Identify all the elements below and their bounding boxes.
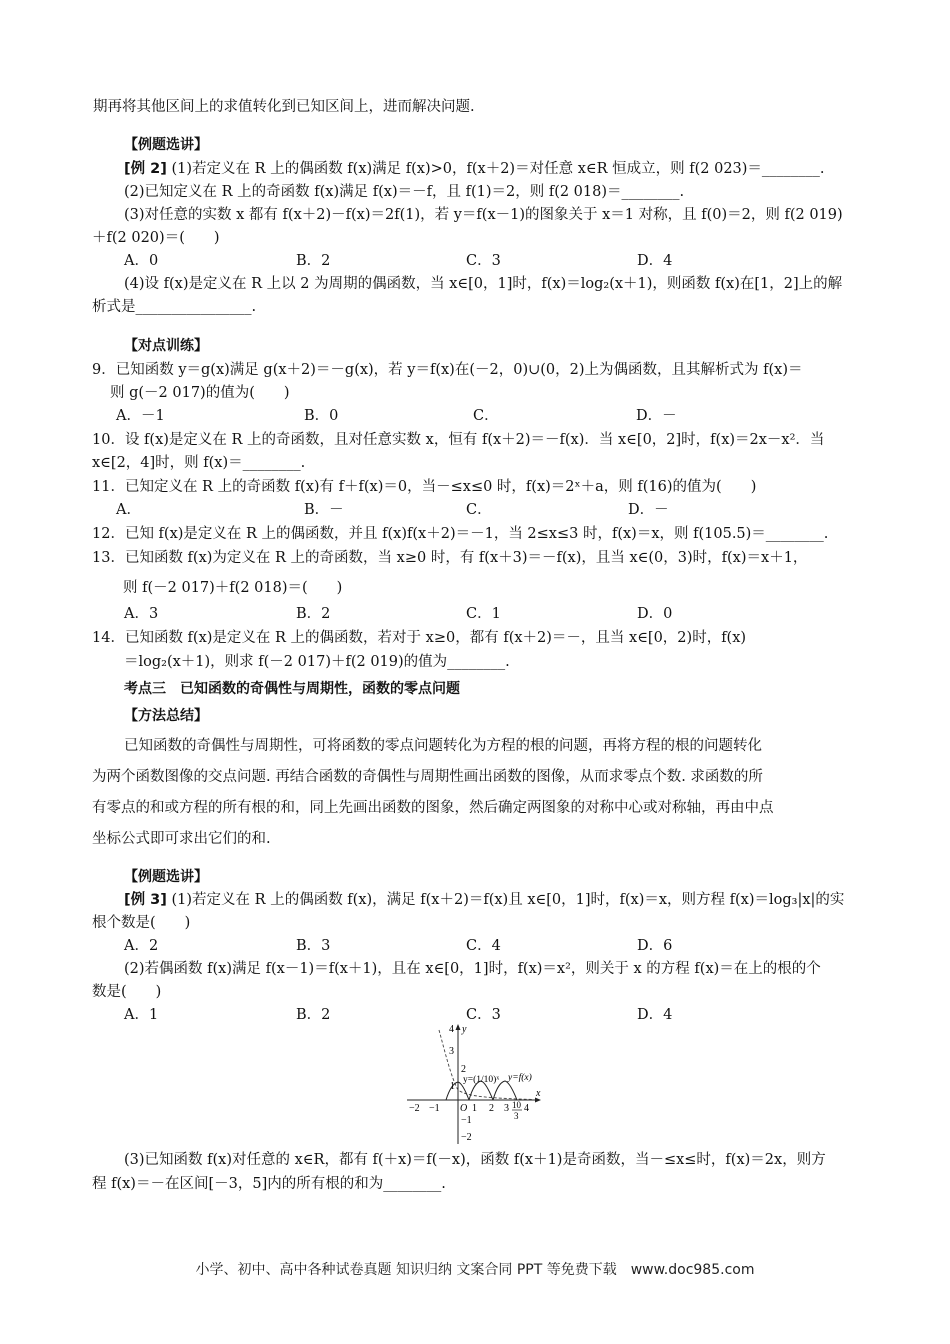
example-2-q4-line2: 析式是________________.	[92, 299, 257, 315]
option-a: A．2	[124, 938, 159, 954]
option-d: D．0	[637, 606, 673, 622]
origin-label: O	[460, 1103, 468, 1114]
option-a: A．1	[124, 1007, 159, 1023]
practice-13-line1: 13．已知函数 f(x)为定义在 R 上的奇函数，当 x≥0 时，有 f(x＋3)＝－f(x)，且当 x∈(0，3)时，f(x)＝x＋1，	[92, 550, 808, 566]
option-a: A．0	[124, 253, 159, 269]
example-2-q1	[124, 159, 825, 179]
option-b: B．－	[304, 502, 344, 518]
option-d: D．4	[637, 253, 673, 269]
x-axis-label: x	[536, 1088, 541, 1099]
intro-line: 期再将其他区间上的求值转化到已知区间上，进而解决问题.	[93, 99, 475, 115]
option-a: A．	[116, 502, 141, 518]
option-c: C．	[466, 502, 492, 518]
method-line-4: 坐标公式即可求出它们的和.	[92, 831, 271, 847]
option-b: B．2	[296, 1007, 331, 1023]
option-d: D．－	[636, 408, 677, 424]
x-tick-10-denominator: 3	[514, 1111, 519, 1121]
practice-13-line2: 则 f(－2 017)＋f(2 018)＝( )	[123, 580, 343, 596]
option-d: D．4	[637, 1007, 673, 1023]
example-heading: 【例题选讲】	[124, 137, 208, 153]
practice-14-line1: 14．已知函数 f(x)是定义在 R 上的偶函数，若对于 x≥0，都有 f(x＋2)＝－，且当 x∈[0，2)时，f(x)	[92, 630, 747, 646]
example-2-q4-line1: (4)设 f(x)是定义在 R 上以 2 为周期的偶函数，当 x∈[0，1]时，f(x)＝log₂(x＋1)，则函数 f(x)在[1，2]上的解	[124, 276, 843, 292]
method-line-1: 已知函数的奇偶性与周期性，可将函数的零点问题转化为方程的根的问题，再将方程的根的问题转化	[124, 738, 762, 754]
option-b: B．2	[296, 606, 331, 622]
example-label: [例 3]	[124, 892, 167, 908]
example-2-q3-line1: (3)对任意的实数 x 都有 f(x＋2)－f(x)＝2f(1)，若 y＝f(x－1)的图象关于 x＝1 对称，且 f(0)＝2，则 f(2 019)	[124, 207, 843, 223]
option-c: C．4	[466, 938, 501, 954]
option-c: C．	[473, 408, 499, 424]
option-d: D．6	[637, 938, 673, 954]
x-tick-minus-1: −1	[429, 1103, 440, 1114]
example-3-q1-line2: 根个数是( )	[92, 915, 191, 931]
example-3-q1-line1	[124, 890, 844, 910]
example-3-q3-line2: 程 f(x)＝－在区间[－3，5]内的所有根的和为________.	[92, 1176, 446, 1192]
x-tick-1: 1	[472, 1103, 477, 1114]
x-tick-4: 4	[524, 1103, 529, 1114]
option-b: B．0	[304, 408, 339, 424]
y-tick-minus-2: −2	[461, 1132, 472, 1143]
y-axis-label: y	[462, 1024, 467, 1035]
example-2-q3-line2: ＋f(2 020)＝( )	[92, 230, 220, 246]
y-tick-minus-1: −1	[461, 1115, 472, 1126]
y-axis-arrow	[456, 1024, 461, 1030]
practice-10-line2: x∈[2，4]时，则 f(x)＝________.	[92, 455, 306, 471]
practice-11: 11．已知定义在 R 上的奇函数 f(x)有 f＋f(x)＝0，当－≤x≤0 时，f(x)＝2ˣ＋a，则 f(16)的值为( )	[92, 479, 757, 495]
option-c: C．3	[466, 1007, 501, 1023]
y-tick-1: 1	[450, 1081, 455, 1092]
example-3-q2-line2: 数是( )	[92, 984, 162, 1000]
curve-label-exponential: y=(1/10)ˣ	[463, 1075, 500, 1085]
option-a: A．3	[124, 606, 159, 622]
footer-text: 小学、初中、高中各种试卷真题 知识归纳 文案合同 PPT 等免费下载 www.doc985.com	[195, 1262, 755, 1278]
question-text: (1)若定义在 R 上的偶函数 f(x)满足 f(x)>0，f(x＋2)＝对任意 x∈R 恒成立，则 f(2 023)＝________.	[171, 161, 825, 177]
practice-14-line2: ＝log₂(x＋1)，则求 f(－2 017)＋f(2 019)的值为________.	[124, 654, 510, 670]
option-a: A．－1	[116, 408, 165, 424]
practice-9-line1: 9．已知函数 y＝g(x)满足 g(x＋2)＝－g(x)，若 y＝f(x)在(－2，0)∪(0，2)上为偶函数，且其解析式为 f(x)＝	[92, 362, 803, 378]
method-heading: 【方法总结】	[124, 708, 208, 724]
y-tick-2: 2	[461, 1064, 466, 1075]
function-graph	[405, 1022, 545, 1147]
option-b: B．3	[296, 938, 331, 954]
example-heading: 【例题选讲】	[124, 869, 208, 885]
method-line-3: 有零点的和或方程的所有根的和，同上先画出函数的图象，然后确定两图象的对称中心或对称轴，再由中点	[92, 800, 774, 816]
practice-10-line1: 10．设 f(x)是定义在 R 上的奇函数，且对任意实数 x，恒有 f(x＋2)＝－f(x)．当 x∈[0，2]时，f(x)＝2x－x²．当	[92, 432, 825, 448]
example-3-q3-line1: (3)已知函数 f(x)对任意的 x∈R，都有 f(＋x)＝f(－x)，函数 f(x＋1)是奇函数，当－≤x≤时，f(x)＝2x，则方	[124, 1152, 826, 1168]
option-c: C．1	[466, 606, 501, 622]
y-tick-4: 4	[449, 1024, 454, 1035]
question-text: (1)若定义在 R 上的偶函数 f(x)，满足 f(x＋2)＝f(x)且 x∈[0，1]时，f(x)＝x，则方程 f(x)＝log₃|x|的实	[171, 892, 845, 908]
y-tick-3: 3	[449, 1046, 454, 1057]
x-tick-3: 3	[504, 1103, 509, 1114]
example-2-q2: (2)已知定义在 R 上的奇函数 f(x)满足 f(x)＝－f，且 f(1)＝2，则 f(2 018)＝________.	[124, 184, 685, 200]
method-line-2: 为两个函数图像的交点问题. 再结合函数的奇偶性与周期性画出函数的图像，从而求零点个数. 求函数的所	[92, 769, 763, 785]
example-label: [例 2]	[124, 161, 167, 177]
practice-12: 12．已知 f(x)是定义在 R 上的偶函数，并且 f(x)f(x＋2)＝－1，当 2≤x≤3 时，f(x)＝x，则 f(105.5)＝________.	[92, 526, 829, 542]
example-3-q2-line1: (2)若偶函数 f(x)满足 f(x－1)＝f(x＋1)，且在 x∈[0，1]时，f(x)＝x²，则关于 x 的方程 f(x)＝在上的根的个	[124, 961, 821, 977]
curve-label-fx: y=f(x)	[508, 1073, 532, 1083]
option-c: C．3	[466, 253, 501, 269]
option-b: B．2	[296, 253, 331, 269]
option-d: D．－	[628, 502, 669, 518]
practice-heading: 【对点训练】	[124, 338, 208, 354]
x-tick-2: 2	[489, 1103, 494, 1114]
practice-9-line2: 则 g(－2 017)的值为( )	[110, 385, 290, 401]
x-tick-10-numerator: 10	[512, 1100, 521, 1110]
x-tick-minus-2: −2	[409, 1103, 420, 1114]
section-title: 考点三 已知函数的奇偶性与周期性，函数的零点问题	[124, 681, 460, 697]
